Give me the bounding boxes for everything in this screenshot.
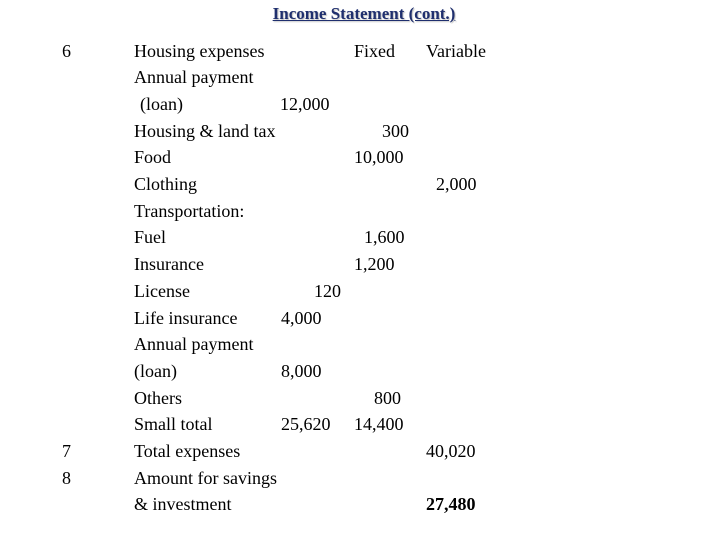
row-label: Annual payment (134, 67, 254, 87)
row-sub-value: 4,000 (281, 308, 322, 328)
row-number: 8 (62, 468, 71, 488)
row-label: (loan) (140, 94, 183, 114)
row-label: Fuel (134, 227, 167, 247)
row-label: Annual payment (134, 334, 254, 354)
row-number: 7 (62, 441, 71, 461)
row-label: Housing & land tax (134, 121, 276, 141)
row-label: Amount for savings (134, 468, 277, 488)
row-label: (loan) (134, 361, 177, 381)
row-number: 6 (62, 41, 71, 61)
row-sub-value: 12,000 (280, 94, 330, 114)
row-variable-value: 2,000 (436, 174, 477, 194)
column-header-variable: Variable (426, 41, 486, 61)
row-label: Clothing (134, 174, 198, 194)
row-sub-value: 25,620 (281, 414, 331, 434)
row-label: Transportation: (134, 201, 245, 221)
row-sub-value: 8,000 (281, 361, 322, 381)
row-label: Life insurance (134, 308, 238, 328)
row-sub-value: 120 (314, 281, 341, 301)
savings-total-value: 27,480 (426, 494, 476, 514)
row-fixed-value: 300 (382, 121, 409, 141)
row-label: Housing expenses (134, 41, 265, 61)
row-label: Small total (134, 414, 213, 434)
row-label: Food (134, 147, 172, 167)
row-variable-value: 40,020 (426, 441, 476, 461)
row-label: Others (134, 388, 182, 408)
row-label: Total expenses (134, 441, 241, 461)
row-fixed-value: 14,400 (354, 414, 404, 434)
row-label: Insurance (134, 254, 204, 274)
row-fixed-value: 1,600 (364, 227, 405, 247)
row-label: License (134, 281, 190, 301)
row-fixed-value: 1,200 (354, 254, 395, 274)
row-fixed-value: 10,000 (354, 147, 404, 167)
row-label: & investment (134, 494, 232, 514)
page-title: Income Statement (cont.) (272, 4, 456, 23)
column-header-fixed: Fixed (354, 41, 396, 61)
row-fixed-value: 800 (374, 388, 401, 408)
